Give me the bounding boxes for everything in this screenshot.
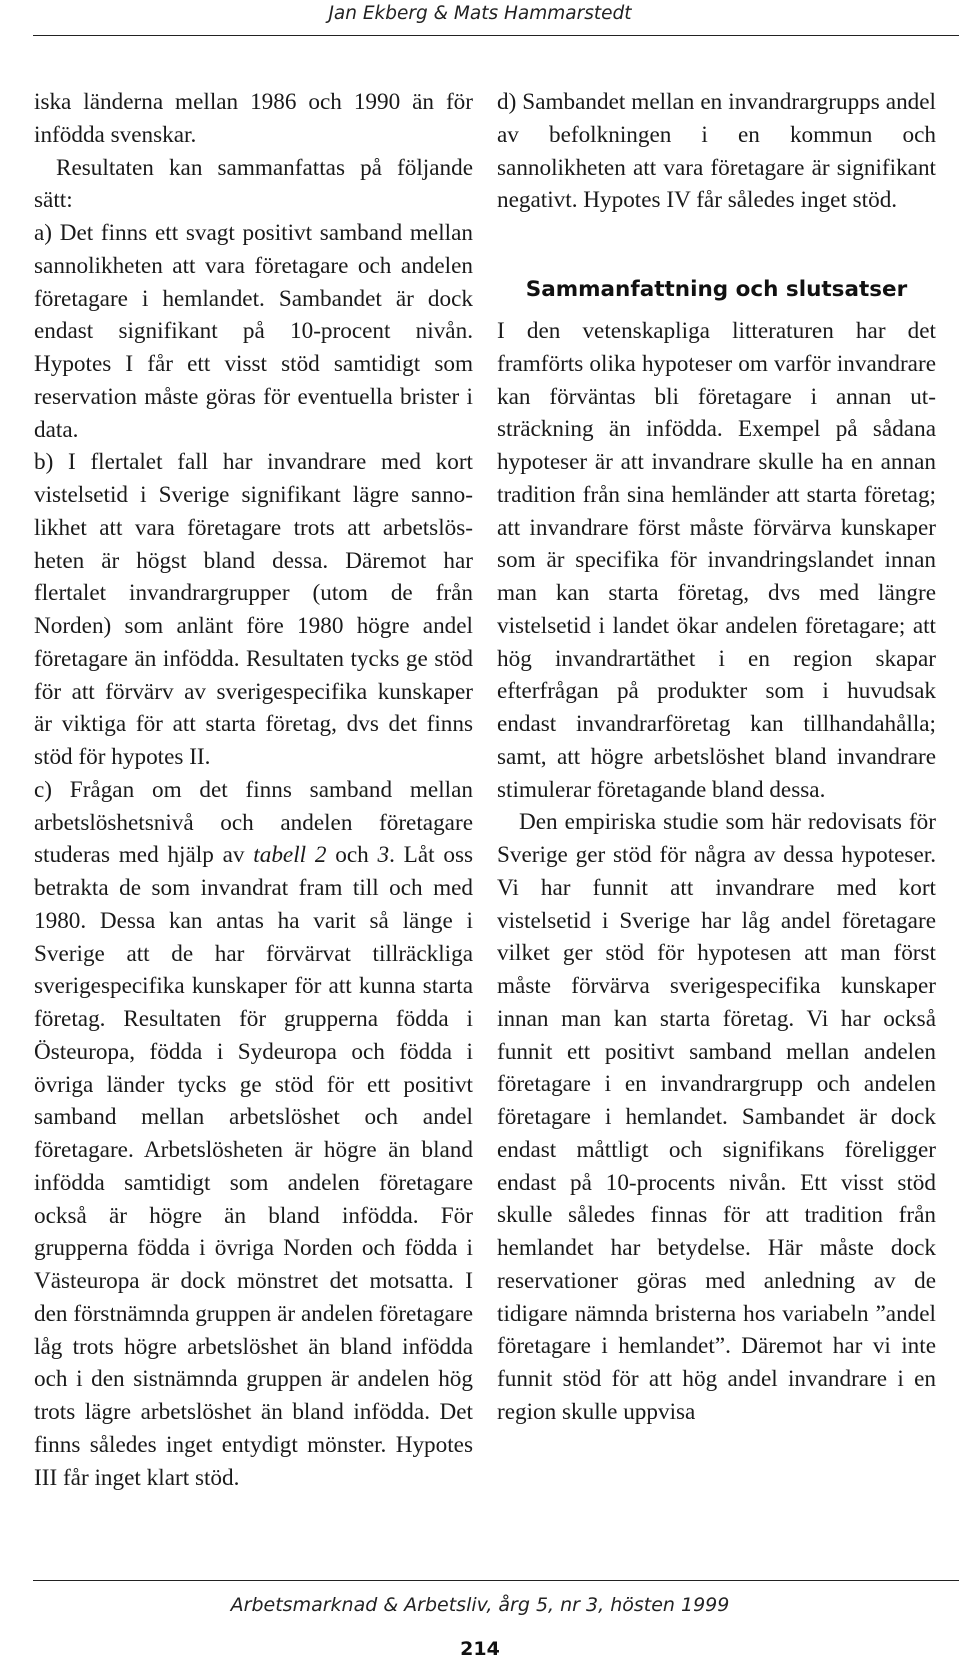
- point-c-text-middle: och: [326, 842, 378, 869]
- left-paragraph-point-b: b) I flertalet fall har invandrare med kort vistelsetid i Sverige signifikant lägre sannolikhet att vara företagare trots att arbetslösheten är högst bland dessa. Däremot har flertalet invandrargrupper (utom de från Norden) som anlänt före 1980 högre andel företagare än infödda. Resultaten tycks ge stöd för att förvärv av sverigespecifika kunskaper är viktiga för att starta företag, dvs det finns stöd för hypotes II.: [34, 449, 473, 770]
- footer-rule: [33, 1580, 959, 1581]
- table-reference-2: tabell 2: [253, 842, 327, 869]
- left-paragraph-point-c: [34, 774, 473, 1495]
- left-paragraph-continuation: iska länderna mellan 1986 och 1990 än för infödda svenskar.: [34, 89, 473, 148]
- left-paragraph-summary-intro: Resultaten kan sammanfattas på följande sätt:: [34, 154, 473, 214]
- table-reference-3: 3: [377, 842, 390, 869]
- right-column: [497, 86, 936, 1429]
- running-header: Jan Ekberg & Mats Hammarstedt: [328, 3, 632, 24]
- right-paragraph-point-d: d) Sambandet mellan en invandrargrupps andel av befolkningen i en kommun och sannolikheten att vara företagare är signifikant negativt. Hypotes IV får således inget stöd.: [497, 89, 936, 214]
- right-paragraph-summary-2: Den empiriska studie som här redovisats för Sverige ger stöd för några av dessa hypoteser. Vi har funnit att invandrare med kort vistelsetid i Sverige har låg andel företagare vilket ger stöd för hypotesen att man först måste förvärva sverigespecifika kunskaper innan man kan starta företag. Vi har också funnit ett positivt samband mellan andelen företagare i en invandrargrupp och andelen företagare i hemlandet. Sambandet är dock endast måttligt och signifikans föreligger endast på 10-procents nivån. Ett visst stöd skulle således finnas för att tradition från hemlandet har betydelse. Här måste dock reservationer göras med anledning av de tidigare nämnda bristerna hos variabeln ”andel företagare i hemlandet”. Däremot har vi inte funnit stöd för att hög andel invandrare i en region skulle uppvisa: [497, 809, 936, 1425]
- footer-citation: Arbetsmarknad & Arbetsliv, årg 5, nr 3, hösten 1999: [230, 1594, 730, 1616]
- left-column: [34, 86, 473, 1494]
- point-c-text-before: c) Frågan om det finns samband mellan arbetslöshetsnivå och andelen företagare studeras med hjälp av: [34, 776, 473, 869]
- point-c-text-after: . Låt oss betrakta de som invandrat fram till och med 1980. Dessa kan antas ha varit så länge i Sverige att de har förvärvat tillräckliga sverigespecifika kunskaper för att kunna starta företag. Resultaten för grupperna födda i Östeuropa, födda i Sydeuropa och födda i övriga länder tycks ge stöd för ett positivt samband mellan arbetslöshet och andel företagare. Arbetslösheten är högre än bland infödda samtidigt som andelen företagare också är högre än bland infödda. För grupperna födda i övriga Norden och födda i Västeuropa är dock mönstret det motsatta. I den förstnämnda gruppen är andelen företagare låg trots högre arbetslöshet än bland infödda och i den sistnämnda gruppen är andelen hög trots lägre arbetslöshet än bland infödda. Det finns således inget entydigt mönster. Hypotes III får inget klart stöd.: [34, 842, 474, 1491]
- left-paragraph-point-a: a) Det finns ett svagt positivt samband mellan sannolikheten att vara företagare och andelen företagare i hemlandet. Sambandet är dock endast signifikant på 10-procent nivån. Hypotes I får ett visst stöd samtidigt som reservation måste göras för eventuella brister i data.: [34, 220, 473, 443]
- section-heading: Sammanfattning och slutsatser: [525, 277, 908, 302]
- page-number: 214: [460, 1638, 500, 1660]
- right-paragraph-summary-1: I den vetenskapliga litteraturen har det framförts olika hypoteser om varför invandrare kan förväntas bli företagare i annan utsträckning än infödda. Exempel på sådana hypoteser är att invandrare skulle ha en annan tradition från sina hemländer att starta företag; att invandrare först måste förvärva kunskaper som är specifika för invandringslandet innan man kan starta företag, dvs med längre vistelsetid i landet ökar andelen företagare; att hög invandrartäthet i en region skapar efterfrågan på produkter som i huvudsak endast invandrarföretag kan tillhandahålla; samt, att högre arbetslöshet bland invandrare stimulerar företagande bland dessa.: [497, 318, 936, 803]
- header-rule: [33, 35, 959, 36]
